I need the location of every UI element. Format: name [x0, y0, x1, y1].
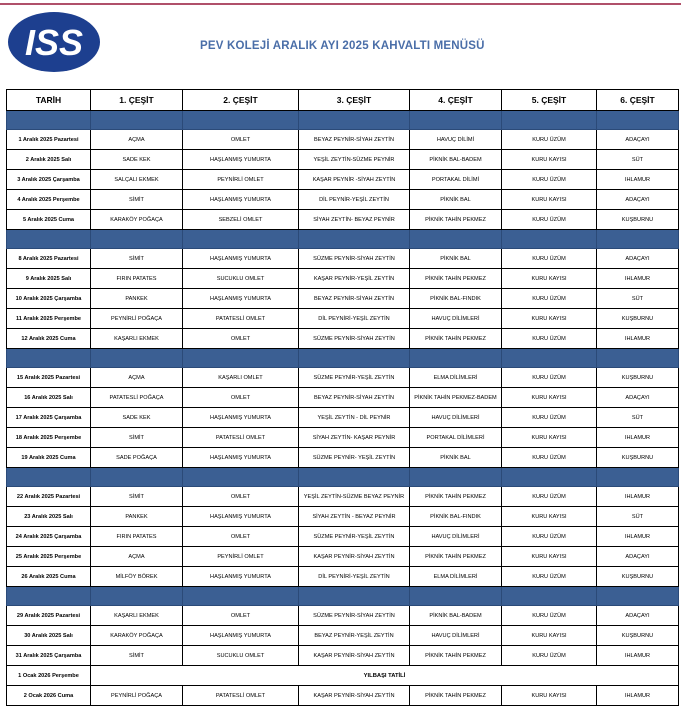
menu-item-3-cell: DİL PEYNİR-YEŞİL ZEYTİN	[299, 190, 410, 210]
menu-item-2-cell: PEYNİRLİ OMLET	[183, 170, 299, 190]
menu-item-2-cell: KAŞARLI OMLET	[183, 368, 299, 388]
separator-cell	[597, 349, 679, 368]
separator-cell	[183, 349, 299, 368]
menu-item-2-cell: PEYNİRLİ OMLET	[183, 547, 299, 567]
menu-item-4-cell: HAVUÇ DİLİMLERİ	[410, 626, 502, 646]
menu-item-1-cell: PANKEK	[91, 289, 183, 309]
menu-item-6-cell: IHLAMUR	[597, 527, 679, 547]
breakfast-menu-table	[6, 89, 679, 706]
table-row	[7, 448, 679, 468]
menu-item-6-cell: SÜT	[597, 408, 679, 428]
menu-item-3-cell: DİL PEYNİRİ-YEŞİL ZEYTİN	[299, 567, 410, 587]
menu-item-1-cell: KAŞARLI EKMEK	[91, 329, 183, 349]
menu-item-6-cell: KUŞBURNU	[597, 567, 679, 587]
menu-item-3-cell: BEYAZ PEYNİR-SİYAH ZEYTİN	[299, 289, 410, 309]
menu-item-3-cell: SİYAH ZEYTİN - BEYAZ PEYNİR	[299, 507, 410, 527]
header-item-3: 3. ÇEŞİT	[299, 90, 410, 111]
date-cell: 3 Aralık 2025 Çarşamba	[7, 170, 91, 190]
date-cell: 5 Aralık 2025 Cuma	[7, 210, 91, 230]
menu-item-6-cell: SÜT	[597, 507, 679, 527]
menu-item-3-cell: YEŞİL ZEYTİN-SÜZME PEYNİR	[299, 150, 410, 170]
menu-item-6-cell: SÜT	[597, 289, 679, 309]
menu-item-5-cell: KURU ÜZÜM	[502, 487, 597, 507]
menu-item-5-cell: KURU ÜZÜM	[502, 249, 597, 269]
table-row	[7, 309, 679, 329]
table-row	[7, 507, 679, 527]
week-separator-row	[7, 349, 679, 368]
menu-item-2-cell: HAŞLANMIŞ YUMURTA	[183, 150, 299, 170]
separator-cell	[502, 230, 597, 249]
menu-item-2-cell: HAŞLANMIŞ YUMURTA	[183, 289, 299, 309]
separator-cell	[7, 468, 91, 487]
menu-item-4-cell: PORTAKAL DİLİMİ	[410, 170, 502, 190]
menu-item-6-cell: KUŞBURNU	[597, 448, 679, 468]
menu-item-2-cell: OMLET	[183, 329, 299, 349]
menu-item-5-cell: KURU KAYISI	[502, 686, 597, 706]
separator-cell	[91, 230, 183, 249]
menu-item-4-cell: ELMA DİLİMLERİ	[410, 567, 502, 587]
menu-item-6-cell: ADAÇAYI	[597, 547, 679, 567]
separator-cell	[7, 230, 91, 249]
menu-item-2-cell: PATATESLİ OMLET	[183, 686, 299, 706]
menu-item-2-cell: SEBZELİ OMLET	[183, 210, 299, 230]
menu-item-6-cell: ADAÇAYI	[597, 606, 679, 626]
separator-cell	[7, 587, 91, 606]
separator-cell	[91, 111, 183, 130]
menu-item-6-cell: IHLAMUR	[597, 170, 679, 190]
menu-item-6-cell: SÜT	[597, 150, 679, 170]
table-row	[7, 130, 679, 150]
separator-cell	[597, 111, 679, 130]
menu-item-6-cell: KUŞBURNU	[597, 309, 679, 329]
date-cell: 25 Aralık 2025 Perşembe	[7, 547, 91, 567]
menu-item-4-cell: HAVUÇ DİLİMLERİ	[410, 309, 502, 329]
menu-item-3-cell: SÜZME PEYNİR-SİYAH ZEYTİN	[299, 249, 410, 269]
menu-item-3-cell: KAŞAR PEYNİR-SİYAH ZEYTİN	[299, 547, 410, 567]
menu-item-1-cell: SİMİT	[91, 249, 183, 269]
separator-cell	[502, 587, 597, 606]
date-cell: 29 Aralık 2025 Pazartesi	[7, 606, 91, 626]
menu-item-2-cell: HAŞLANMIŞ YUMURTA	[183, 567, 299, 587]
header-item-4: 4. ÇEŞİT	[410, 90, 502, 111]
separator-cell	[299, 230, 410, 249]
menu-item-6-cell: IHLAMUR	[597, 329, 679, 349]
separator-cell	[91, 349, 183, 368]
menu-item-4-cell: ELMA DİLİMLERİ	[410, 368, 502, 388]
menu-item-6-cell: ADAÇAYI	[597, 388, 679, 408]
menu-item-1-cell: KAŞARLI EKMEK	[91, 606, 183, 626]
menu-item-5-cell: KURU KAYISI	[502, 626, 597, 646]
menu-item-4-cell: PİKNİK TAHİN PEKMEZ	[410, 487, 502, 507]
menu-item-3-cell: SİYAH ZEYTİN- KAŞAR PEYNİR	[299, 428, 410, 448]
menu-item-4-cell: PİKNİK BAL-FINDIK	[410, 289, 502, 309]
separator-cell	[502, 349, 597, 368]
separator-cell	[183, 111, 299, 130]
menu-item-5-cell: KURU ÜZÜM	[502, 606, 597, 626]
menu-item-4-cell: PİKNİK BAL-FINDIK	[410, 507, 502, 527]
page-title: PEV KOLEJİ ARALIK AYI 2025 KAHVALTI MENÜSÜ	[200, 40, 485, 52]
menu-item-3-cell: SÜZME PEYNİR-SİYAH ZEYTİN	[299, 606, 410, 626]
menu-item-3-cell: BEYAZ PEYNİR-SİYAH ZEYTİN	[299, 388, 410, 408]
menu-item-6-cell: KUŞBURNU	[597, 210, 679, 230]
menu-item-2-cell: HAŞLANMIŞ YUMURTA	[183, 408, 299, 428]
menu-item-4-cell: PİKNİK BAL	[410, 249, 502, 269]
menu-item-5-cell: KURU ÜZÜM	[502, 408, 597, 428]
date-cell: 22 Aralık 2025 Pazartesi	[7, 487, 91, 507]
date-cell: 9 Aralık 2025 Salı	[7, 269, 91, 289]
table-row	[7, 190, 679, 210]
week-separator-row	[7, 587, 679, 606]
menu-item-3-cell: KAŞAR PEYNİR-SİYAH ZEYTİN	[299, 686, 410, 706]
separator-cell	[410, 349, 502, 368]
table-row	[7, 249, 679, 269]
week-separator-row	[7, 230, 679, 249]
menu-item-2-cell: HAŞLANMIŞ YUMURTA	[183, 448, 299, 468]
menu-item-1-cell: SADE KEK	[91, 150, 183, 170]
menu-item-3-cell: KAŞAR PEYNİR-YEŞİL ZEYTİN	[299, 269, 410, 289]
menu-item-5-cell: KURU ÜZÜM	[502, 170, 597, 190]
menu-item-6-cell: IHLAMUR	[597, 487, 679, 507]
menu-item-1-cell: PEYNİRLİ POĞAÇA	[91, 309, 183, 329]
menu-item-4-cell: PİKNİK BAL	[410, 448, 502, 468]
date-cell: 19 Aralık 2025 Cuma	[7, 448, 91, 468]
menu-item-3-cell: DİL PEYNİRİ-YEŞİL ZEYTİN	[299, 309, 410, 329]
date-cell: 12 Aralık 2025 Cuma	[7, 329, 91, 349]
menu-item-5-cell: KURU ÜZÜM	[502, 646, 597, 666]
menu-item-5-cell: KURU ÜZÜM	[502, 130, 597, 150]
menu-item-4-cell: PİKNİK BAL	[410, 190, 502, 210]
menu-item-2-cell: HAŞLANMIŞ YUMURTA	[183, 507, 299, 527]
table-row	[7, 269, 679, 289]
menu-item-6-cell: IHLAMUR	[597, 646, 679, 666]
menu-item-1-cell: SADE POĞAÇA	[91, 448, 183, 468]
date-cell: 10 Aralık 2025 Çarşamba	[7, 289, 91, 309]
menu-item-5-cell: KURU ÜZÜM	[502, 567, 597, 587]
date-cell: 17 Aralık 2025 Çarşamba	[7, 408, 91, 428]
menu-item-3-cell: SÜZME PEYNİR-YEŞİL ZEYTİN	[299, 527, 410, 547]
table-row	[7, 289, 679, 309]
menu-item-4-cell: HAVUÇ DİLİMİ	[410, 130, 502, 150]
date-cell: 4 Aralık 2025 Perşembe	[7, 190, 91, 210]
menu-item-4-cell: PİKNİK BAL-BADEM	[410, 150, 502, 170]
menu-item-2-cell: OMLET	[183, 130, 299, 150]
menu-item-2-cell: PATATESLİ OMLET	[183, 428, 299, 448]
menu-item-5-cell: KURU ÜZÜM	[502, 448, 597, 468]
table-row	[7, 428, 679, 448]
menu-item-1-cell: FIRIN PATATES	[91, 527, 183, 547]
menu-item-2-cell: OMLET	[183, 606, 299, 626]
menu-item-4-cell: PORTAKAL DİLİMLERİ	[410, 428, 502, 448]
table-row	[7, 606, 679, 626]
table-row	[7, 686, 679, 706]
table-row	[7, 646, 679, 666]
menu-item-3-cell: SÜZME PEYNİR-YEŞİL ZEYTİN	[299, 368, 410, 388]
separator-cell	[183, 230, 299, 249]
menu-item-1-cell: AÇMA	[91, 547, 183, 567]
menu-item-2-cell: HAŞLANMIŞ YUMURTA	[183, 249, 299, 269]
menu-item-4-cell: HAVUÇ DİLİMLERİ	[410, 408, 502, 428]
separator-cell	[502, 468, 597, 487]
date-cell: 15 Aralık 2025 Pazartesi	[7, 368, 91, 388]
separator-cell	[299, 111, 410, 130]
date-cell: 1 Aralık 2025 Pazartesi	[7, 130, 91, 150]
menu-item-2-cell: HAŞLANMIŞ YUMURTA	[183, 190, 299, 210]
menu-item-1-cell: SADE KEK	[91, 408, 183, 428]
menu-item-5-cell: KURU ÜZÜM	[502, 527, 597, 547]
separator-cell	[299, 349, 410, 368]
menu-item-2-cell: OMLET	[183, 527, 299, 547]
menu-item-2-cell: OMLET	[183, 388, 299, 408]
header-date: TARİH	[7, 90, 91, 111]
menu-item-1-cell: KARAKÖY POĞAÇA	[91, 210, 183, 230]
date-cell: 31 Aralık 2025 Çarşamba	[7, 646, 91, 666]
table-row	[7, 666, 679, 686]
menu-item-4-cell: PİKNİK BAL-BADEM	[410, 606, 502, 626]
menu-item-1-cell: FIRIN PATATES	[91, 269, 183, 289]
menu-item-6-cell: KUŞBURNU	[597, 368, 679, 388]
menu-item-6-cell: ADAÇAYI	[597, 130, 679, 150]
table-row	[7, 527, 679, 547]
separator-cell	[502, 111, 597, 130]
separator-cell	[410, 230, 502, 249]
menu-item-2-cell: HAŞLANMIŞ YUMURTA	[183, 626, 299, 646]
date-cell: 18 Aralık 2025 Perşembe	[7, 428, 91, 448]
header-item-1: 1. ÇEŞİT	[91, 90, 183, 111]
menu-item-1-cell: PEYNİRLİ POĞAÇA	[91, 686, 183, 706]
menu-item-4-cell: PİKNİK TAHİN PEKMEZ	[410, 210, 502, 230]
separator-cell	[597, 587, 679, 606]
menu-item-1-cell: PANKEK	[91, 507, 183, 527]
menu-item-4-cell: PİKNİK TAHİN PEKMEZ	[410, 269, 502, 289]
separator-cell	[7, 349, 91, 368]
menu-item-6-cell: KUŞBURNU	[597, 626, 679, 646]
menu-item-4-cell: PİKNİK TAHİN PEKMEZ	[410, 686, 502, 706]
svg-text:ISS: ISS	[24, 22, 84, 63]
menu-item-2-cell: SUCUKLU OMLET	[183, 269, 299, 289]
separator-cell	[183, 587, 299, 606]
menu-body	[7, 111, 679, 706]
menu-item-3-cell: YEŞİL ZEYTİN-SÜZME BEYAZ PEYNİR	[299, 487, 410, 507]
header-item-5: 5. ÇEŞİT	[502, 90, 597, 111]
menu-item-2-cell: SUCUKLU OMLET	[183, 646, 299, 666]
menu-item-1-cell: KARAKÖY POĞAÇA	[91, 626, 183, 646]
table-row	[7, 567, 679, 587]
separator-cell	[299, 587, 410, 606]
menu-item-1-cell: SALÇALI EKMEK	[91, 170, 183, 190]
menu-item-5-cell: KURU KAYISI	[502, 547, 597, 567]
separator-cell	[91, 468, 183, 487]
menu-item-4-cell: PİKNİK TAHİN PEKMEZ-BADEM	[410, 388, 502, 408]
date-cell: 24 Aralık 2025 Çarşamba	[7, 527, 91, 547]
menu-item-2-cell: PATATESLİ OMLET	[183, 309, 299, 329]
table-row	[7, 170, 679, 190]
menu-item-3-cell: KAŞAR PEYNİR -SİYAH ZEYTİN	[299, 170, 410, 190]
separator-cell	[91, 587, 183, 606]
date-cell: 2 Ocak 2026 Cuma	[7, 686, 91, 706]
menu-item-5-cell: KURU ÜZÜM	[502, 368, 597, 388]
iss-logo	[6, 10, 102, 74]
menu-item-2-cell: OMLET	[183, 487, 299, 507]
menu-item-5-cell: KURU ÜZÜM	[502, 289, 597, 309]
menu-item-6-cell: ADAÇAYI	[597, 190, 679, 210]
date-cell: 1 Ocak 2026 Perşembe	[7, 666, 91, 686]
separator-cell	[7, 111, 91, 130]
table-row	[7, 329, 679, 349]
menu-item-5-cell: KURU KAYISI	[502, 309, 597, 329]
table-row	[7, 487, 679, 507]
table-row	[7, 368, 679, 388]
menu-item-1-cell: AÇMA	[91, 368, 183, 388]
week-separator-row	[7, 468, 679, 487]
separator-cell	[597, 468, 679, 487]
table-row	[7, 388, 679, 408]
menu-item-6-cell: IHLAMUR	[597, 686, 679, 706]
menu-item-3-cell: BEYAZ PEYNİR-SİYAH ZEYTİN	[299, 130, 410, 150]
separator-cell	[410, 587, 502, 606]
menu-item-1-cell: PATATESLİ POĞAÇA	[91, 388, 183, 408]
date-cell: 11 Aralık 2025 Perşembe	[7, 309, 91, 329]
menu-item-4-cell: PİKNİK TAHİN PEKMEZ	[410, 646, 502, 666]
menu-item-3-cell: SÜZME PEYNİR- YEŞİL ZEYTİN	[299, 448, 410, 468]
date-cell: 30 Aralık 2025 Salı	[7, 626, 91, 646]
menu-item-5-cell: KURU KAYISI	[502, 388, 597, 408]
week-separator-row	[7, 111, 679, 130]
date-cell: 23 Aralık 2025 Salı	[7, 507, 91, 527]
holiday-cell: YILBAŞI TATİLİ	[91, 666, 679, 686]
menu-item-6-cell: ADAÇAYI	[597, 249, 679, 269]
menu-item-5-cell: KURU KAYISI	[502, 150, 597, 170]
menu-item-6-cell: IHLAMUR	[597, 269, 679, 289]
menu-item-5-cell: KURU KAYISI	[502, 269, 597, 289]
header-item-2: 2. ÇEŞİT	[183, 90, 299, 111]
date-cell: 16 Aralık 2025 Salı	[7, 388, 91, 408]
date-cell: 26 Aralık 2025 Cuma	[7, 567, 91, 587]
menu-item-3-cell: KAŞAR PEYNİR-SİYAH ZEYTİN	[299, 646, 410, 666]
table-row	[7, 150, 679, 170]
top-border-line	[0, 3, 681, 5]
menu-item-4-cell: PİKNİK TAHİN PEKMEZ	[410, 329, 502, 349]
menu-item-6-cell: IHLAMUR	[597, 428, 679, 448]
header-item-6: 6. ÇEŞİT	[597, 90, 679, 111]
separator-cell	[410, 111, 502, 130]
menu-item-4-cell: HAVUÇ DİLİMLERİ	[410, 527, 502, 547]
separator-cell	[183, 468, 299, 487]
table-row	[7, 547, 679, 567]
table-row	[7, 210, 679, 230]
menu-item-1-cell: SİMİT	[91, 428, 183, 448]
separator-cell	[597, 230, 679, 249]
date-cell: 2 Aralık 2025 Salı	[7, 150, 91, 170]
menu-item-5-cell: KURU KAYISI	[502, 428, 597, 448]
date-cell: 8 Aralık 2025 Pazartesi	[7, 249, 91, 269]
menu-item-3-cell: SİYAH ZEYTİN- BEYAZ PEYNİR	[299, 210, 410, 230]
menu-item-1-cell: SİMİT	[91, 190, 183, 210]
separator-cell	[299, 468, 410, 487]
menu-item-1-cell: MİLFÖY BÖREK	[91, 567, 183, 587]
header-row	[7, 90, 679, 111]
menu-item-4-cell: PİKNİK TAHİN PEKMEZ	[410, 547, 502, 567]
table-row	[7, 626, 679, 646]
menu-item-5-cell: KURU KAYISI	[502, 190, 597, 210]
menu-item-1-cell: AÇMA	[91, 130, 183, 150]
table-row	[7, 408, 679, 428]
menu-item-5-cell: KURU KAYISI	[502, 507, 597, 527]
menu-item-1-cell: SİMİT	[91, 646, 183, 666]
menu-item-3-cell: SÜZME PEYNİR-SİYAH ZEYTİN	[299, 329, 410, 349]
menu-item-1-cell: SİMİT	[91, 487, 183, 507]
menu-item-5-cell: KURU ÜZÜM	[502, 329, 597, 349]
separator-cell	[410, 468, 502, 487]
menu-item-5-cell: KURU ÜZÜM	[502, 210, 597, 230]
menu-item-3-cell: BEYAZ PEYNİR-YEŞİL ZEYTİN	[299, 626, 410, 646]
menu-item-3-cell: YEŞİL ZEYTİN - DİL PEYNİR	[299, 408, 410, 428]
